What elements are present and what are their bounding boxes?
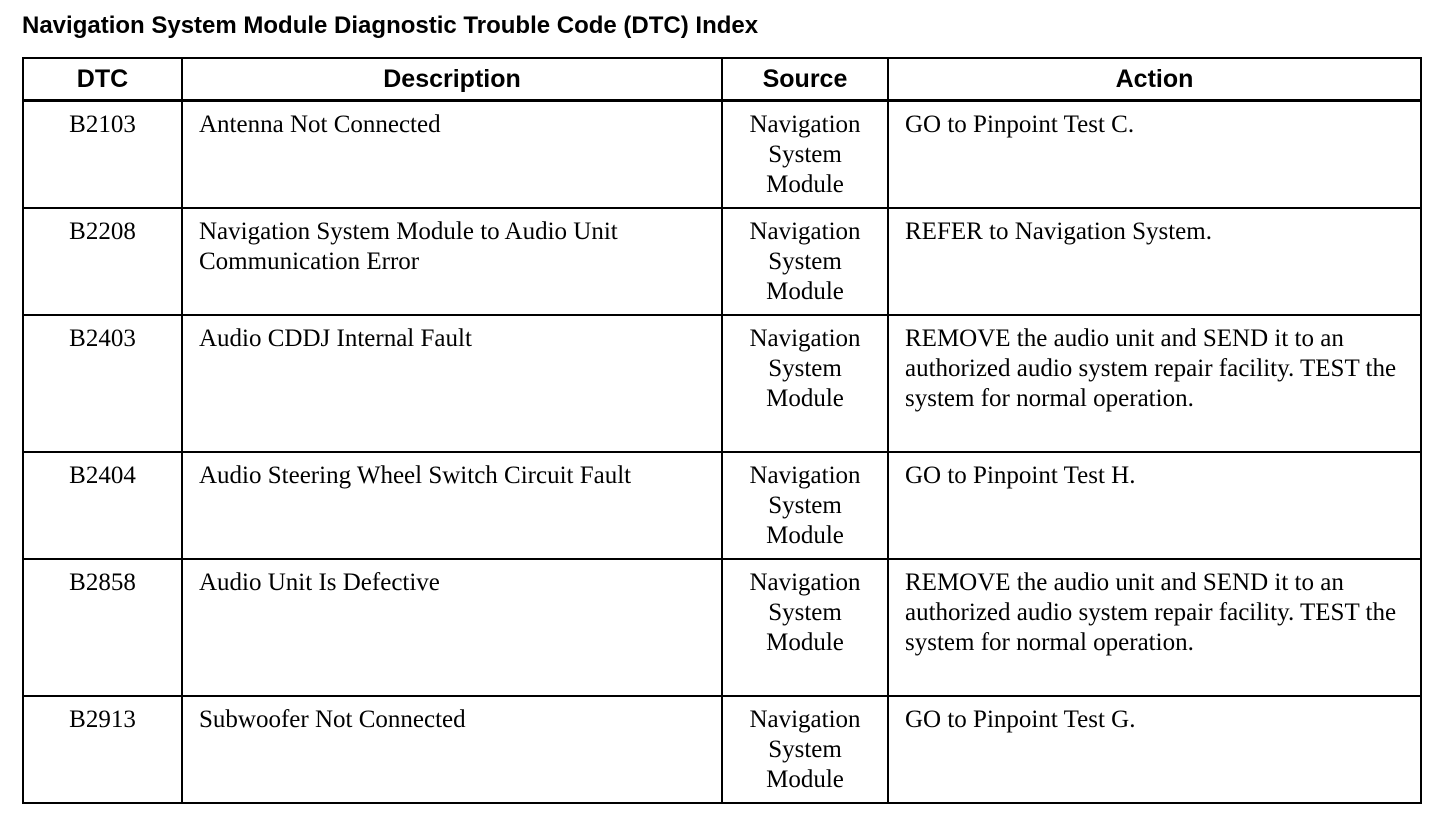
source-line: Navigation	[749, 706, 861, 733]
source-line: System	[768, 141, 842, 168]
table-row	[23, 696, 1421, 803]
dtc-code-cell: B2913	[23, 696, 182, 803]
action-cell: GO to Pinpoint Test H.	[888, 452, 1421, 559]
description-cell: Audio Steering Wheel Switch Circuit Fault	[182, 452, 722, 559]
source-line: Navigation	[749, 325, 861, 352]
source-line: Navigation	[749, 462, 861, 489]
source-line: Navigation	[749, 111, 861, 138]
source-cell	[722, 696, 888, 803]
source-cell	[722, 315, 888, 452]
source-line: System	[768, 736, 842, 763]
source-line: System	[768, 599, 842, 626]
source-cell	[722, 208, 888, 315]
dtc-code-cell: B2403	[23, 315, 182, 452]
column-header-action: Action	[888, 58, 1421, 101]
dtc-index-table	[22, 57, 1422, 804]
dtc-code-cell: B2858	[23, 559, 182, 696]
description-cell: Antenna Not Connected	[182, 101, 722, 209]
action-cell: GO to Pinpoint Test C.	[888, 101, 1421, 209]
column-header-source: Source	[722, 58, 888, 101]
dtc-code-cell: B2404	[23, 452, 182, 559]
column-header-dtc: DTC	[23, 58, 182, 101]
table-row	[23, 101, 1421, 209]
table-row	[23, 208, 1421, 315]
table-header-row	[23, 58, 1421, 101]
source-line: Module	[766, 278, 844, 305]
source-line: Module	[766, 522, 844, 549]
action-cell: REMOVE the audio unit and SEND it to an authorized audio system repair facility. TEST the system for normal operation.	[888, 315, 1421, 452]
description-cell: Navigation System Module to Audio Unit Communication Error	[182, 208, 722, 315]
source-line: Module	[766, 385, 844, 412]
table-row	[23, 315, 1421, 452]
source-line: Navigation	[749, 218, 861, 245]
action-cell: REMOVE the audio unit and SEND it to an authorized audio system repair facility. TEST the system for normal operation.	[888, 559, 1421, 696]
source-cell	[722, 101, 888, 209]
source-line: System	[768, 492, 842, 519]
source-line: Module	[766, 171, 844, 198]
dtc-code-cell: B2103	[23, 101, 182, 209]
source-line: Module	[766, 629, 844, 656]
description-cell: Audio CDDJ Internal Fault	[182, 315, 722, 452]
source-cell	[722, 452, 888, 559]
source-line: System	[768, 248, 842, 275]
column-header-description: Description	[182, 58, 722, 101]
source-line: Module	[766, 766, 844, 793]
action-cell: REFER to Navigation System.	[888, 208, 1421, 315]
table-row	[23, 452, 1421, 559]
description-cell: Audio Unit Is Defective	[182, 559, 722, 696]
source-line: Navigation	[749, 569, 861, 596]
table-row	[23, 559, 1421, 696]
source-cell	[722, 559, 888, 696]
page-title: Navigation System Module Diagnostic Trouble Code (DTC) Index	[22, 12, 759, 39]
description-cell: Subwoofer Not Connected	[182, 696, 722, 803]
dtc-code-cell: B2208	[23, 208, 182, 315]
source-line: System	[768, 355, 842, 382]
action-cell: GO to Pinpoint Test G.	[888, 696, 1421, 803]
